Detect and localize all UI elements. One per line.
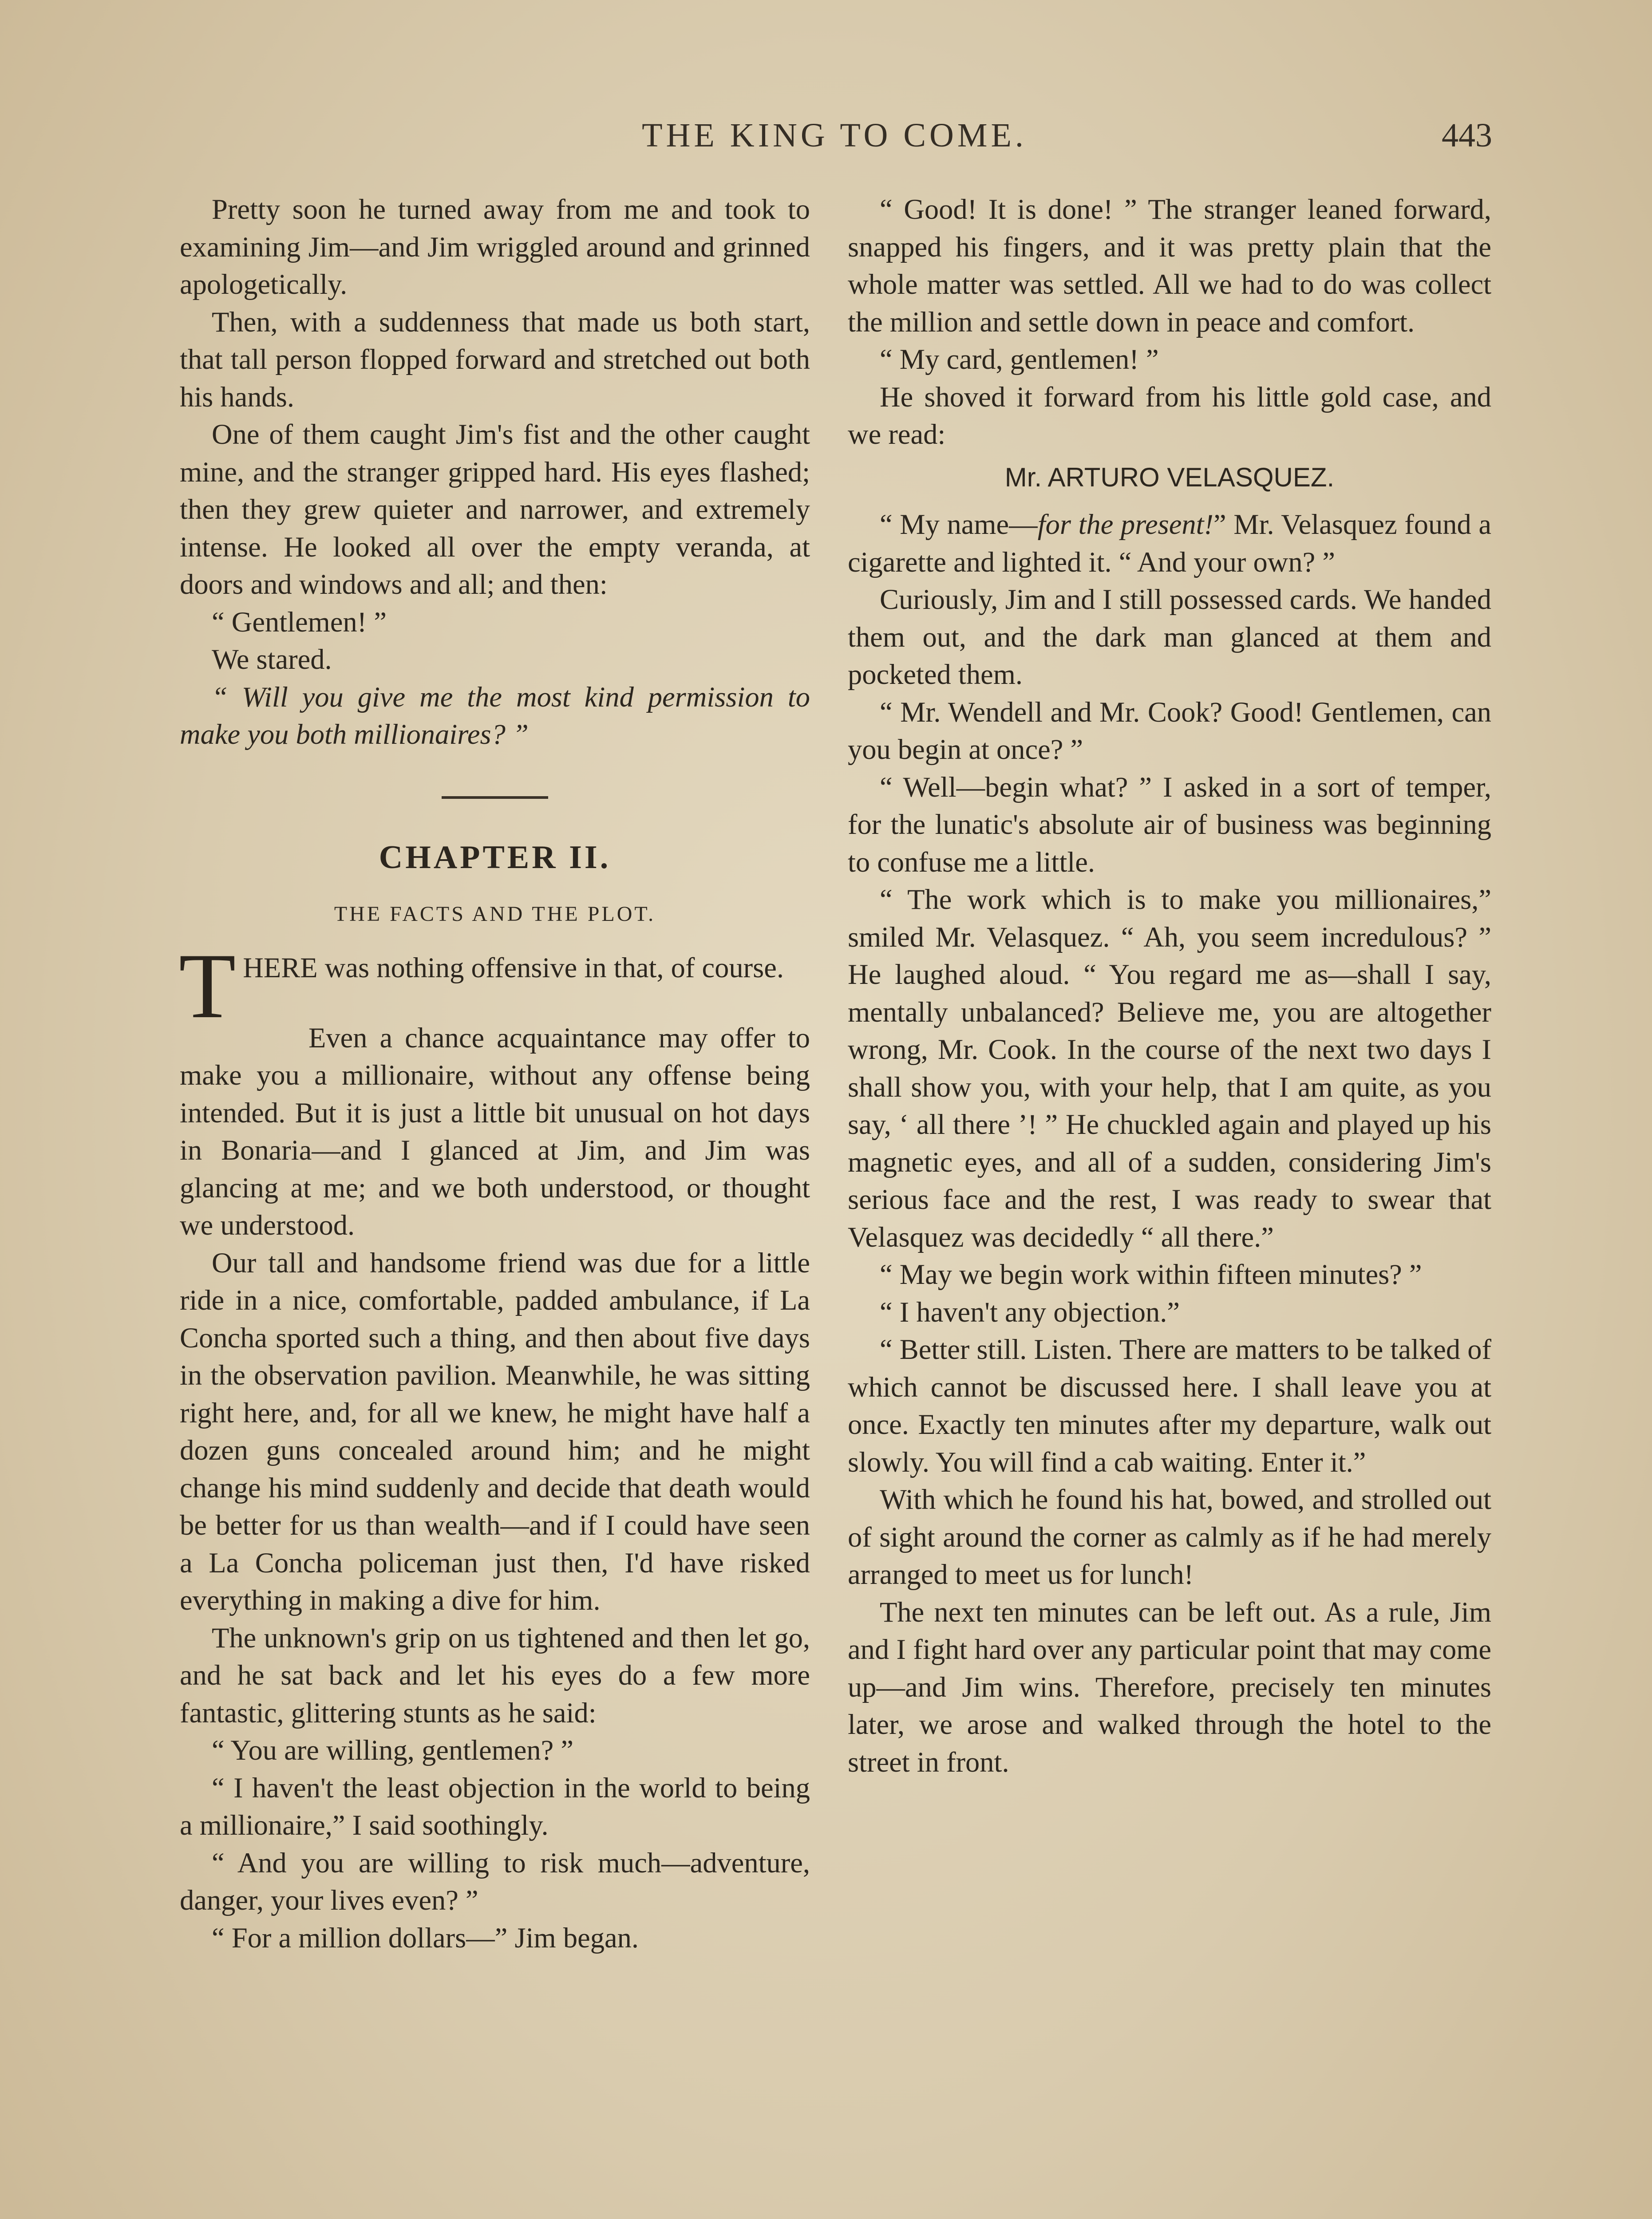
paragraph: “ Better still. Listen. There are matters to be talked of which cannot be discussed here. I shall leave you at once. Exactly ten minutes after my departure, walk out slowly. You will find a cab waiting. Enter it.” (848, 1334, 1491, 1478)
paragraph: “ Good! It is done! ” The stranger leaned forward, snapped his fingers, and it was pretty plain that the whole matter was settled. All we had to do was collect the million and settle down in peace and comfort. (848, 193, 1491, 338)
paragraph: One of them caught Jim's fist and the other caught mine, and the stranger gripped hard. His eyes flashed; then they grew quieter and narrower, and extremely intense. He looked all over the empty veranda, at doors and windows and all; and then: (180, 419, 810, 600)
italic-phrase: for the present! (1037, 509, 1213, 540)
paragraph: “ I haven't any objection.” (880, 1296, 1180, 1328)
paragraph: The unknown's grip on us tightened and then let go, and he sat back and let his eyes do a few more fantastic, glittering stunts as he said: (180, 1622, 810, 1729)
paragraph: “ The work which is to make you millionaires,” smiled Mr. Velasquez. “ Ah, you seem incredulous? ” He laughed aloud. “ You regard me as—shall I say, mentally unbalanced? Believe me, you are altogether wrong, Mr. Cook. In the course of the next two days I shall show you, with your help, that I am quite, as you say, ‘ all there ’! ” He chuckled again and played up his magnetic eyes, and all of a sudden, considering Jim's serious face and the rest, I was ready to swear that Velasquez was decidedly “ all there.” (848, 884, 1491, 1253)
paragraph: “ I haven't the least objection in the world to being a millionaire,” I said soothingly. (180, 1772, 810, 1841)
paragraph: Then, with a suddenness that made us both start, that tall person flopped forward and stretched out both his hands. (180, 306, 810, 413)
paragraph: “ You are willing, gentlemen? ” (212, 1734, 574, 1766)
chapter-subtitle: THE FACTS AND THE PLOT. (334, 902, 656, 926)
paragraph: Pretty soon he turned away from me and took to examining Jim—and Jim wriggled around and grinned apologetically. (180, 193, 810, 300)
running-title: THE KING TO COME. (642, 117, 1027, 154)
quote-open: “ My name— (880, 509, 1038, 540)
paragraph: “ Well—begin what? ” I asked in a sort of temper, for the lunatic's absolute air of business was beginning to confuse me a little. (848, 771, 1491, 878)
paragraph: “ Gentlemen! ” (212, 606, 387, 638)
right-column (848, 191, 1491, 1781)
paragraph: Even a chance acquaintance may offer to make you a millionaire, without any offense being intended. But it is just a little bit unusual on hot days in Bonaria—and I glanced at Jim, and Jim was glancing at me; and we both understood, or thought we understood. (180, 1022, 810, 1241)
paragraph: Curiously, Jim and I still possessed cards. We handed them out, and the dark man glanced at them and pocketed them. (848, 584, 1491, 690)
section-rule (442, 796, 548, 799)
paragraph: We stared. (212, 644, 332, 675)
paragraph: The next ten minutes can be left out. As a rule, Jim and I fight hard over any particular point that may come up—and Jim wins. Therefore, precisely ten minutes later, we arose and walked through the hotel to the street in front. (848, 1596, 1491, 1778)
paragraph: “ For a million dollars—” Jim began. (212, 1922, 639, 1954)
paragraph: He shoved it forward from his little gold case, and we read: (848, 381, 1491, 450)
opening-text: HERE was nothing offensive in that, of course. (243, 952, 784, 983)
calling-card-name: Mr. ARTURO VELASQUEZ. (1004, 462, 1335, 492)
chapter-title: CHAPTER II. (379, 839, 611, 876)
quote-close: ” Mr. Velasquez found a cigarette and lighted it. “ And your own? ” (848, 509, 1491, 578)
paragraph: “ And you are willing to risk much—adventure, danger, your lives even? ” (180, 1847, 810, 1916)
paragraph: Our tall and handsome friend was due for a little ride in a nice, comfortable, padded ambulance, if La Concha sported such a thing, and then about five days in the observation pavilion. Meanwhile, he was sitting right here, and, for all we knew, he might have half a dozen guns concealed around him; and he might change his mind suddenly and decide that death would be better for us than wealth—and if I could have seen a La Concha policeman just then, I'd have risked everything in making a dive for him. (180, 1247, 810, 1616)
paragraph: “ May we begin work within fifteen minutes? ” (880, 1259, 1422, 1290)
paragraph: “ Mr. Wendell and Mr. Cook? Good! Gentlemen, can you begin at once? ” (848, 696, 1491, 765)
opening-paragraph (179, 934, 810, 1038)
paragraph: “ My card, gentlemen! ” (880, 344, 1159, 375)
italic-paragraph: “ Will you give me the most kind permission to make you both millionaires? ” (180, 681, 810, 750)
left-column (180, 191, 810, 1957)
drop-cap: T (179, 934, 236, 1038)
paragraph: With which he found his hat, bowed, and strolled out of sight around the corner as calmly as if he had merely arranged to meet us for lunch! (848, 1484, 1491, 1590)
page-number: 443 (1442, 117, 1492, 154)
paragraph (848, 506, 1491, 581)
